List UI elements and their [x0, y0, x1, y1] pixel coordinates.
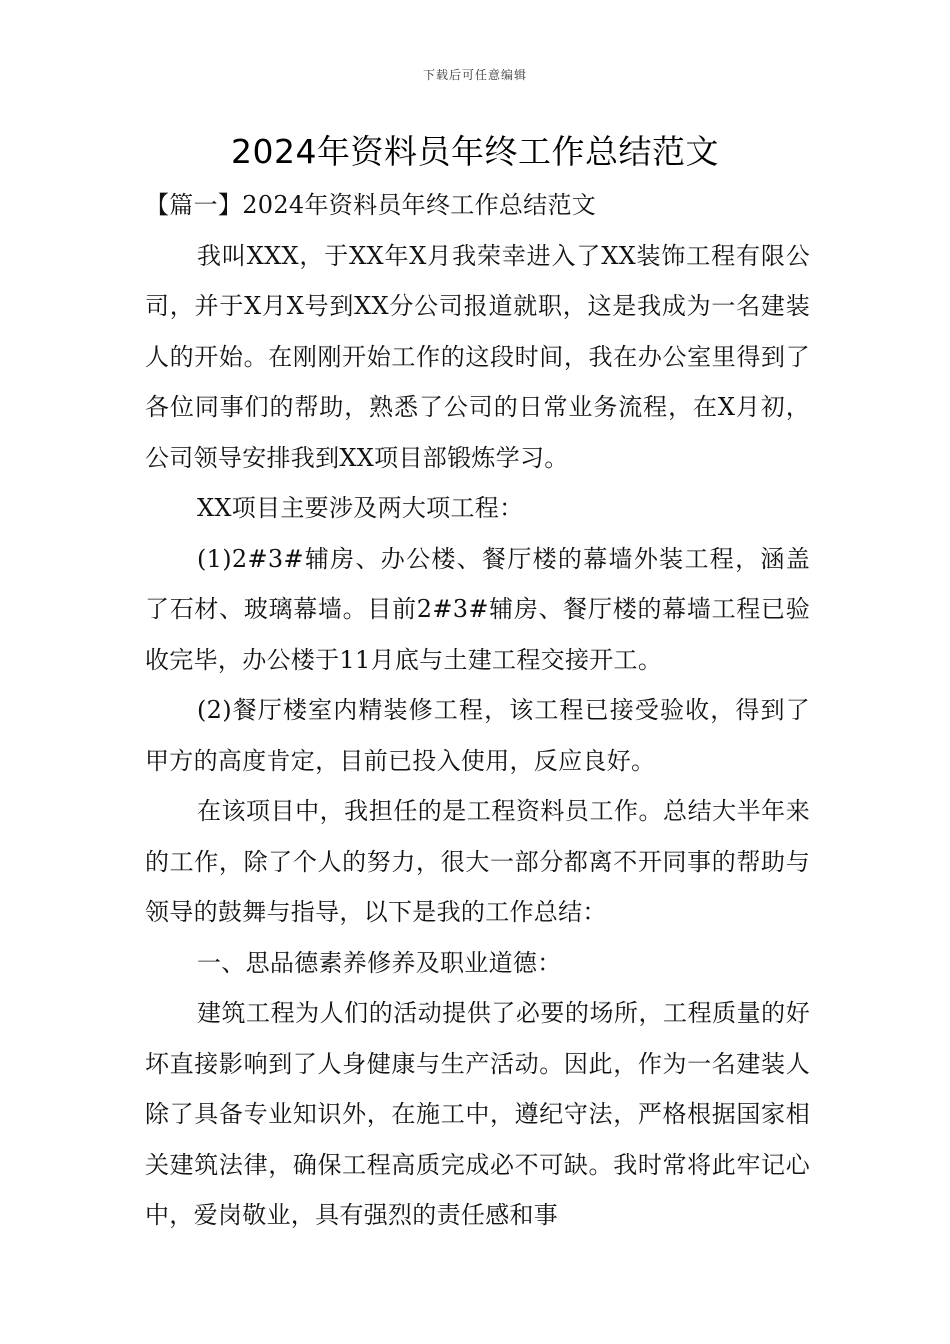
section-heading: 【篇一】2024年资料员年终工作总结范文 [145, 191, 597, 219]
subheading-ethics: 一、思品德素养修养及职业道德： [197, 948, 562, 977]
paragraph-ethics: 建筑工程为人们的活动提供了必要的场所，工程质量的好坏直接影响到了人身健康与生产活动。因此，作为一名建装人除了具备专业知识外，在施工中，遵纪守法，严格根据国家相关建筑法律，确保工程高质完成必不可缺。我时常将此牢记心中，爱岗敬业，具有强烈的责任感和事 [145, 999, 810, 1229]
document-body [145, 180, 810, 1241]
paragraph-item-2: (2)餐厅楼室内精装修工程，该工程已接受验收，得到了甲方的高度肯定，目前已投入使用，反应良好。 [145, 696, 810, 775]
paragraph-role: 在该项目中，我担任的是工程资料员工作。总结大半年来的工作，除了个人的努力，很大一部分都离不开同事的帮助与领导的鼓舞与指导，以下是我的工作总结： [145, 797, 810, 926]
paragraph-project-scope: XX项目主要涉及两大项工程： [197, 494, 524, 522]
document-title: 2024年资料员年终工作总结范文 [231, 132, 719, 171]
paragraph-item-1: (1)2#3#辅房、办公楼、餐厅楼的幕墙外装工程，涵盖了石材、玻璃幕墙。目前2#3#辅房、餐厅楼的幕墙工程已验收完毕，办公楼于11月底与土建工程交接开工。 [145, 544, 810, 674]
paragraph-intro: 我叫XXX，于XX年X月我荣幸进入了XX装饰工程有限公司，并于X月X号到XX分公司报道就职，这是我成为一名建装人的开始。在刚刚开始工作的这段时间，我在办公室里得到了各位同事们的帮助，熟悉了公司的日常业务流程，在X月初，公司领导安排我到XX项目部锻炼学习。 [145, 241, 810, 472]
header-note: 下载后可任意编辑 [422, 68, 527, 82]
